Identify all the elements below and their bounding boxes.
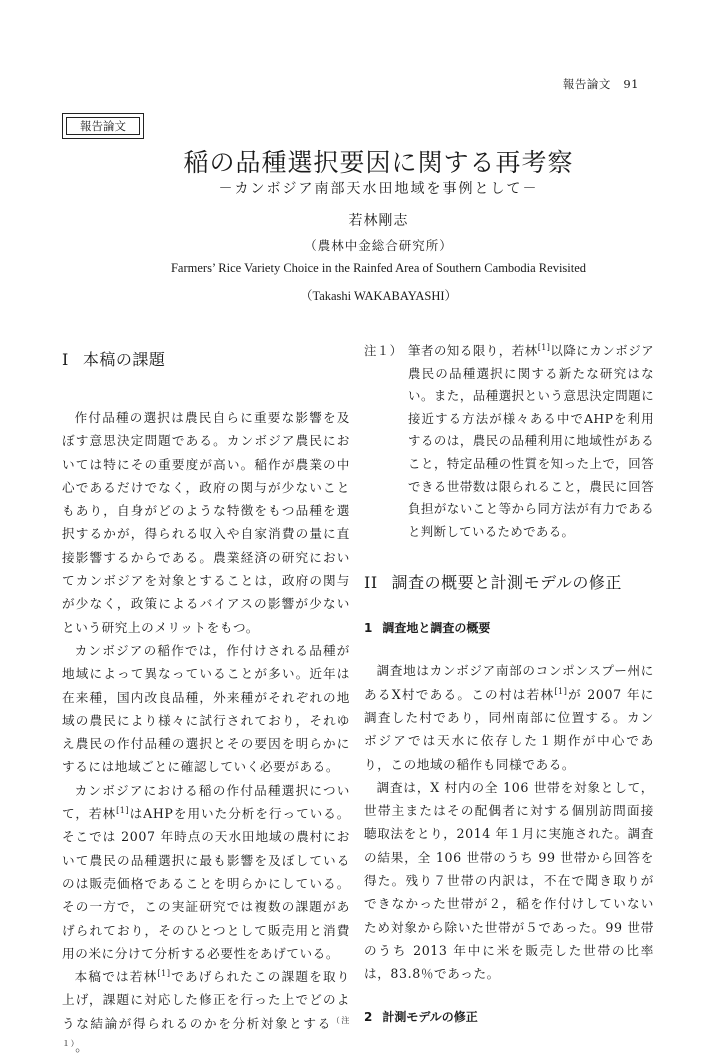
section-2-number: II: [364, 573, 378, 593]
section-1-number: I: [62, 350, 69, 369]
right-column: [364, 340, 654, 1028]
article-subtitle: －カンボジア南部天水田地域を事例として－: [218, 181, 539, 197]
running-header-label: 報告論文: [562, 77, 611, 91]
english-author: （Takashi WAKABAYASHI）: [299, 289, 458, 303]
footnote-label: 注１）: [364, 343, 403, 358]
subsection-2-heading: 2 計測モデルの修正: [364, 1009, 478, 1024]
citation-ref[interactable]: [1]: [554, 686, 568, 696]
running-header: [563, 76, 639, 92]
paragraph: 調査地はカンボジア南部のコンポンスプー州にあるX村である。この村は若林[1]が 2007 年に調査した村であり，同州南部に位置する。カンボジアでは天水に依存した１期作が中心であり，この地域の稲作も同様である。: [364, 663, 654, 772]
footnote-body: 筆者の知る限り，若林[1]以降にカンボジア農民の品種選択に関する新たな研究はない。また，品種選択という意思決定問題に接近する方法が様々ある中でAHPを利用するのは，農民の品種利用に地域性があること，特定品種の性質を知った上で，回答できる世帯数は限られること，農民に回答負担がないこと等から同方法が有力であると判断しているためである。: [408, 343, 655, 539]
paragraph: 作付品種の選択は農民自らに重要な影響を及ぼす意思決定問題である。カンボジア農民においては特にその重要度が高い。稲作が農業の中心であるだけでなく，政府の関与が少ないこともあり，自身がどのような特徴をもつ品種を選択するかが，得られる収入や自家消費の量に直接影響するからである。農業経済の研究においてカンボジアを対象とすることは，政府の関与が少なく，政策によるバイアスの影響が少ないという研究上のメリットをもつ。: [62, 410, 350, 635]
footnote-1: [364, 340, 654, 543]
paragraph: 本稿では若林[1]であげられたこの課題を取り上げ，課題に対応した修正を行った上でどのような結論が得られるのかを分析対象とする$^{(注1)}$。: [62, 969, 351, 1055]
citation-ref[interactable]: [1]: [116, 806, 130, 816]
article-title: 稲の品種選択要因に関する再考察: [183, 148, 574, 177]
article-type-label: 報告論文: [80, 119, 126, 133]
citation-ref[interactable]: [1]: [537, 343, 551, 352]
section-1-heading: [62, 348, 350, 372]
paragraph: カンボジアの稲作では，作付けされる品種が地域によって異なっていることが多い。近年は在来種，国内改良品種，外来種がそれぞれの地域の農民により様々に試行されており，それゆえ農民の作付品種の選択とその要因を明らかにするには地域ごとに確認していく必要がある。: [62, 642, 350, 775]
left-column: [62, 348, 350, 1058]
english-title: Farmers’ Rice Variety Choice in the Rainfed Area of Southern Cambodia Revisited: [170, 261, 587, 275]
citation-ref[interactable]: [1]: [157, 969, 171, 979]
author-name: 若林剛志: [348, 213, 409, 229]
subsection-1-heading: 1 調査地と調査の概要: [364, 621, 491, 636]
page-number: 91: [623, 77, 639, 91]
section-1-title: 本稿の課題: [82, 350, 166, 369]
article-type-badge: [62, 113, 144, 139]
paragraph: 調査は，X 村内の全 106 世帯を対象として，世帯主またはその配偶者に対する個別訪問面接聴取法をとり，2014 年１月に実施された。調査の結果，全 106 世帯のうち 99 世帯から回答を得た。残り７世帯の内訳は，不在で聞き取りができなかった世帯が２，稲を作付けしていないため対象から除いた世帯が５であった。99 世帯のうち 2013 年中に米を販売した世帯の比率は，83.8％であった。: [364, 779, 654, 982]
footnote-ref[interactable]: （注１）: [62, 1015, 351, 1049]
author-affiliation: （農林中金総合研究所）: [304, 238, 453, 253]
paragraph: カンボジアにおける稲の作付品種選択について，若林[1]はAHPを用いた分析を行っている。そこでは 2007 年時点の天水田地域の農村において農民の品種選択に最も影響を及ぼしているのは販売価格であることを明らかにしている。その一方で，この実証研究では複数の課題があげられており，そのひとつとして販売用と消費用の米に分けて分析する必要性をあげている。: [62, 782, 350, 961]
section-2-heading: [364, 571, 654, 595]
section-2-title: 調査の概要と計測モデルの修正: [391, 573, 622, 593]
